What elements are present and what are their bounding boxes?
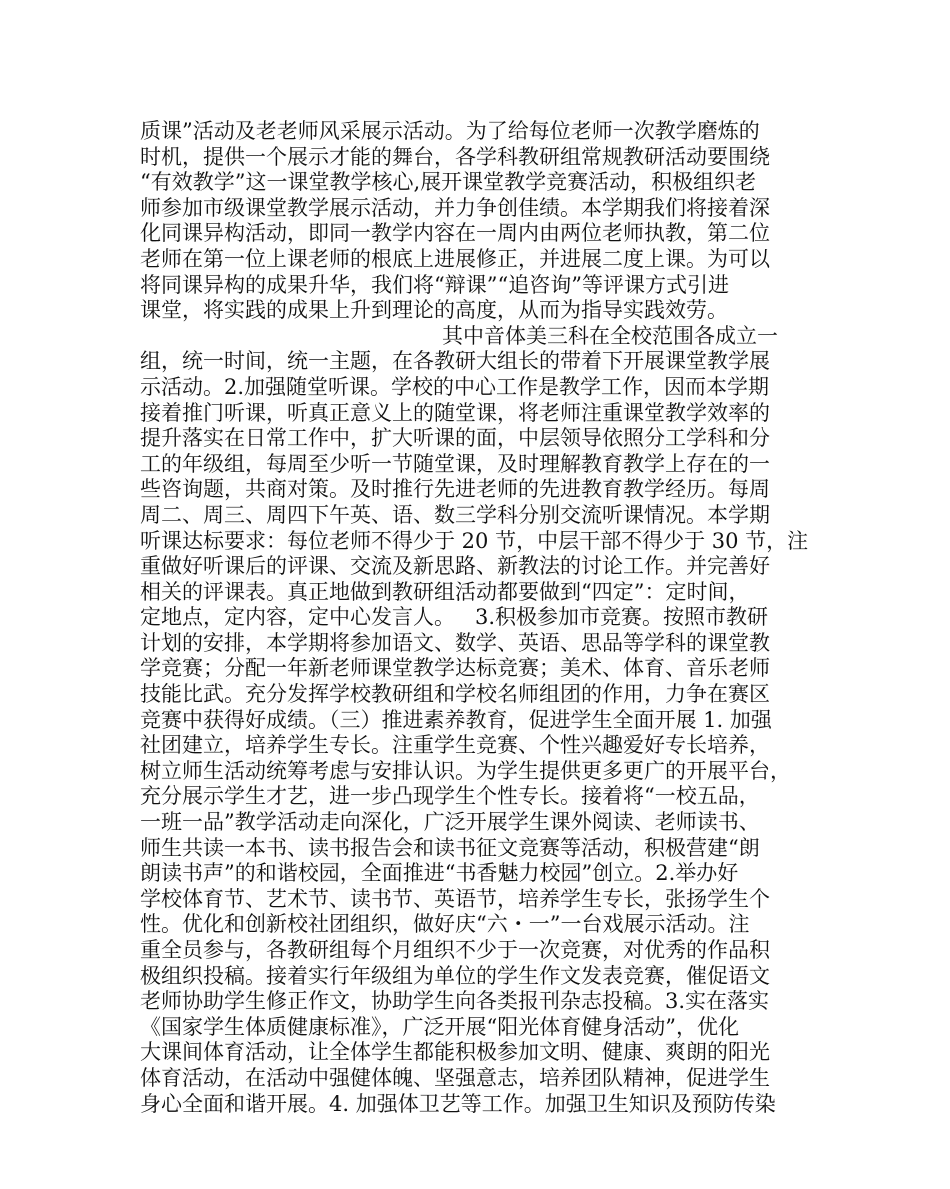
text-line: 时机，提供一个展示才能的舞台，各学科教研组常规教研活动要围绕 bbox=[140, 144, 770, 169]
text-line: 师参加市级课堂教学展示活动，并力争创佳绩。本学期我们将接着深 bbox=[140, 195, 770, 220]
text-line: 老师协助学生修正作文，协助学生向各类报刊杂志投稿。3.实在落实 bbox=[140, 989, 770, 1014]
text-line: “有效教学”这一课堂教学核心,展开课堂教学竞赛活动，积极组织老 bbox=[140, 170, 757, 195]
text-line: 质课”活动及老老师风采展示活动。为了给每位老师一次教学磨炼的 bbox=[140, 119, 760, 143]
paragraph-1 bbox=[140, 119, 830, 324]
text-line: 竞赛中获得好成绩。（三）推进素养教育，促进学生全面开展 1. 加强 bbox=[140, 707, 772, 732]
text-line: 重全员参与，各教研组每个月组织不少于一次竞赛，对优秀的作品积 bbox=[140, 938, 770, 962]
text-line: 大课间体育活动，让全体学生都能积极参加文明、健康、爽朗的阳光 bbox=[140, 1040, 770, 1065]
text-line: 些咨询题，共商对策。及时推行先进老师的先进教育教学经历。每周 bbox=[140, 477, 770, 502]
text-line: 充分展示学生才艺，进一步凸现学生个性专长。接着将“一校五品， bbox=[140, 784, 760, 809]
text-line: 提升落实在日常工作中，扩大听课的面，中层领导依照分工学科和分 bbox=[140, 426, 770, 451]
text-line: 计划的安排，本学期将参加语文、数学、英语、思品等学科的课堂教 bbox=[140, 630, 770, 655]
body-text bbox=[140, 119, 830, 1117]
text-line: 周二、周三、周四下午英、语、数三学科分别交流听课情况。本学期 bbox=[140, 502, 770, 527]
text-line: 朗读书声”的和谐校园，全面推进“书香魅力校园”创立。2.举办好 bbox=[140, 861, 739, 886]
text-line: 定地点，定内容，定中心发言人。 3.积极参加市竞赛。按照市教研 bbox=[140, 605, 769, 630]
text-line: 老师在第一位上课老师的根底上进展修正，并进展二度上课。为可以 bbox=[140, 246, 770, 271]
text-line: 身心全面和谐开展。4. 加强体卫艺等工作。加强卫生知识及预防传染 bbox=[140, 1091, 776, 1116]
text-line: 学校体育节、艺术节、读书节、英语节，培养学生专长，张扬学生个 bbox=[140, 886, 770, 911]
text-line: 学竞赛；分配一年新老师课堂教学达标竞赛；美术、体育、音乐老师 bbox=[140, 656, 770, 681]
text-line: 化同课异构活动，即同一教学内容在一周内由两位老师执教，第二位 bbox=[140, 221, 770, 246]
text-line: 将同课异构的成果升华，我们将“辩课”“追咨询”等评课方式引进 bbox=[140, 272, 729, 297]
text-line: 课堂，将实践的成果上升到理论的高度，从而为指导实践效劳。 bbox=[140, 298, 728, 323]
text-line-indented: 其中音体美三科在全校范围各成立一 bbox=[442, 323, 778, 348]
paragraph-2 bbox=[140, 324, 830, 1117]
text-line: 极组织投稿。接着实行年级组为单位的学生作文发表竞赛，催促语文 bbox=[140, 963, 770, 988]
text-line: 《国家学生体质健康标准》，广泛开展“阳光体育健身活动”，优化 bbox=[140, 1014, 739, 1039]
text-line: 工的年级组，每周至少听一节随堂课，及时理解教育教学上存在的一 bbox=[140, 451, 770, 476]
text-line: 一班一品”教学活动走向深化，广泛开展学生课外阅读、老师读书、 bbox=[140, 810, 760, 835]
text-line: 接着推门听课，听真正意义上的随堂课，将老师注重课堂教学效率的 bbox=[140, 400, 770, 425]
text-line: 组，统一时间，统一主题，在各教研大组长的带着下开展课堂教学展 bbox=[140, 349, 770, 374]
text-line: 重做好听课后的评课、交流及新思路、新教法的讨论工作。并完善好 bbox=[140, 554, 770, 579]
text-line: 树立师生活动统筹考虑与安排认识。为学生提供更多更广的开展平台， bbox=[140, 758, 791, 783]
text-line: 社团建立，培养学生专长。注重学生竞赛、个性兴趣爱好专长培养， bbox=[140, 733, 770, 758]
text-line: 体育活动，在活动中强健体魄、坚强意志，培养团队精神，促进学生 bbox=[140, 1065, 770, 1090]
text-line: 相关的评课表。真正地做到教研组活动都要做到“四定”：定时间， bbox=[140, 579, 750, 604]
text-line: 示活动。2.加强随堂听课。学校的中心工作是教学工作，因而本学期 bbox=[140, 374, 770, 399]
text-line: 技能比武。充分发挥学校教研组和学校名师组团的作用，力争在赛区 bbox=[140, 682, 770, 707]
text-line: 听课达标要求：每位老师不得少于 20 节，中层干部不得少于 30 节，注 bbox=[140, 528, 809, 553]
text-line: 性。优化和创新校社团组织，做好庆“六・一”一台戏展示活动。注 bbox=[140, 912, 750, 937]
text-line: 师生共读一本书、读书报告会和读书征文竞赛等活动，积极营建“朗 bbox=[140, 835, 760, 860]
